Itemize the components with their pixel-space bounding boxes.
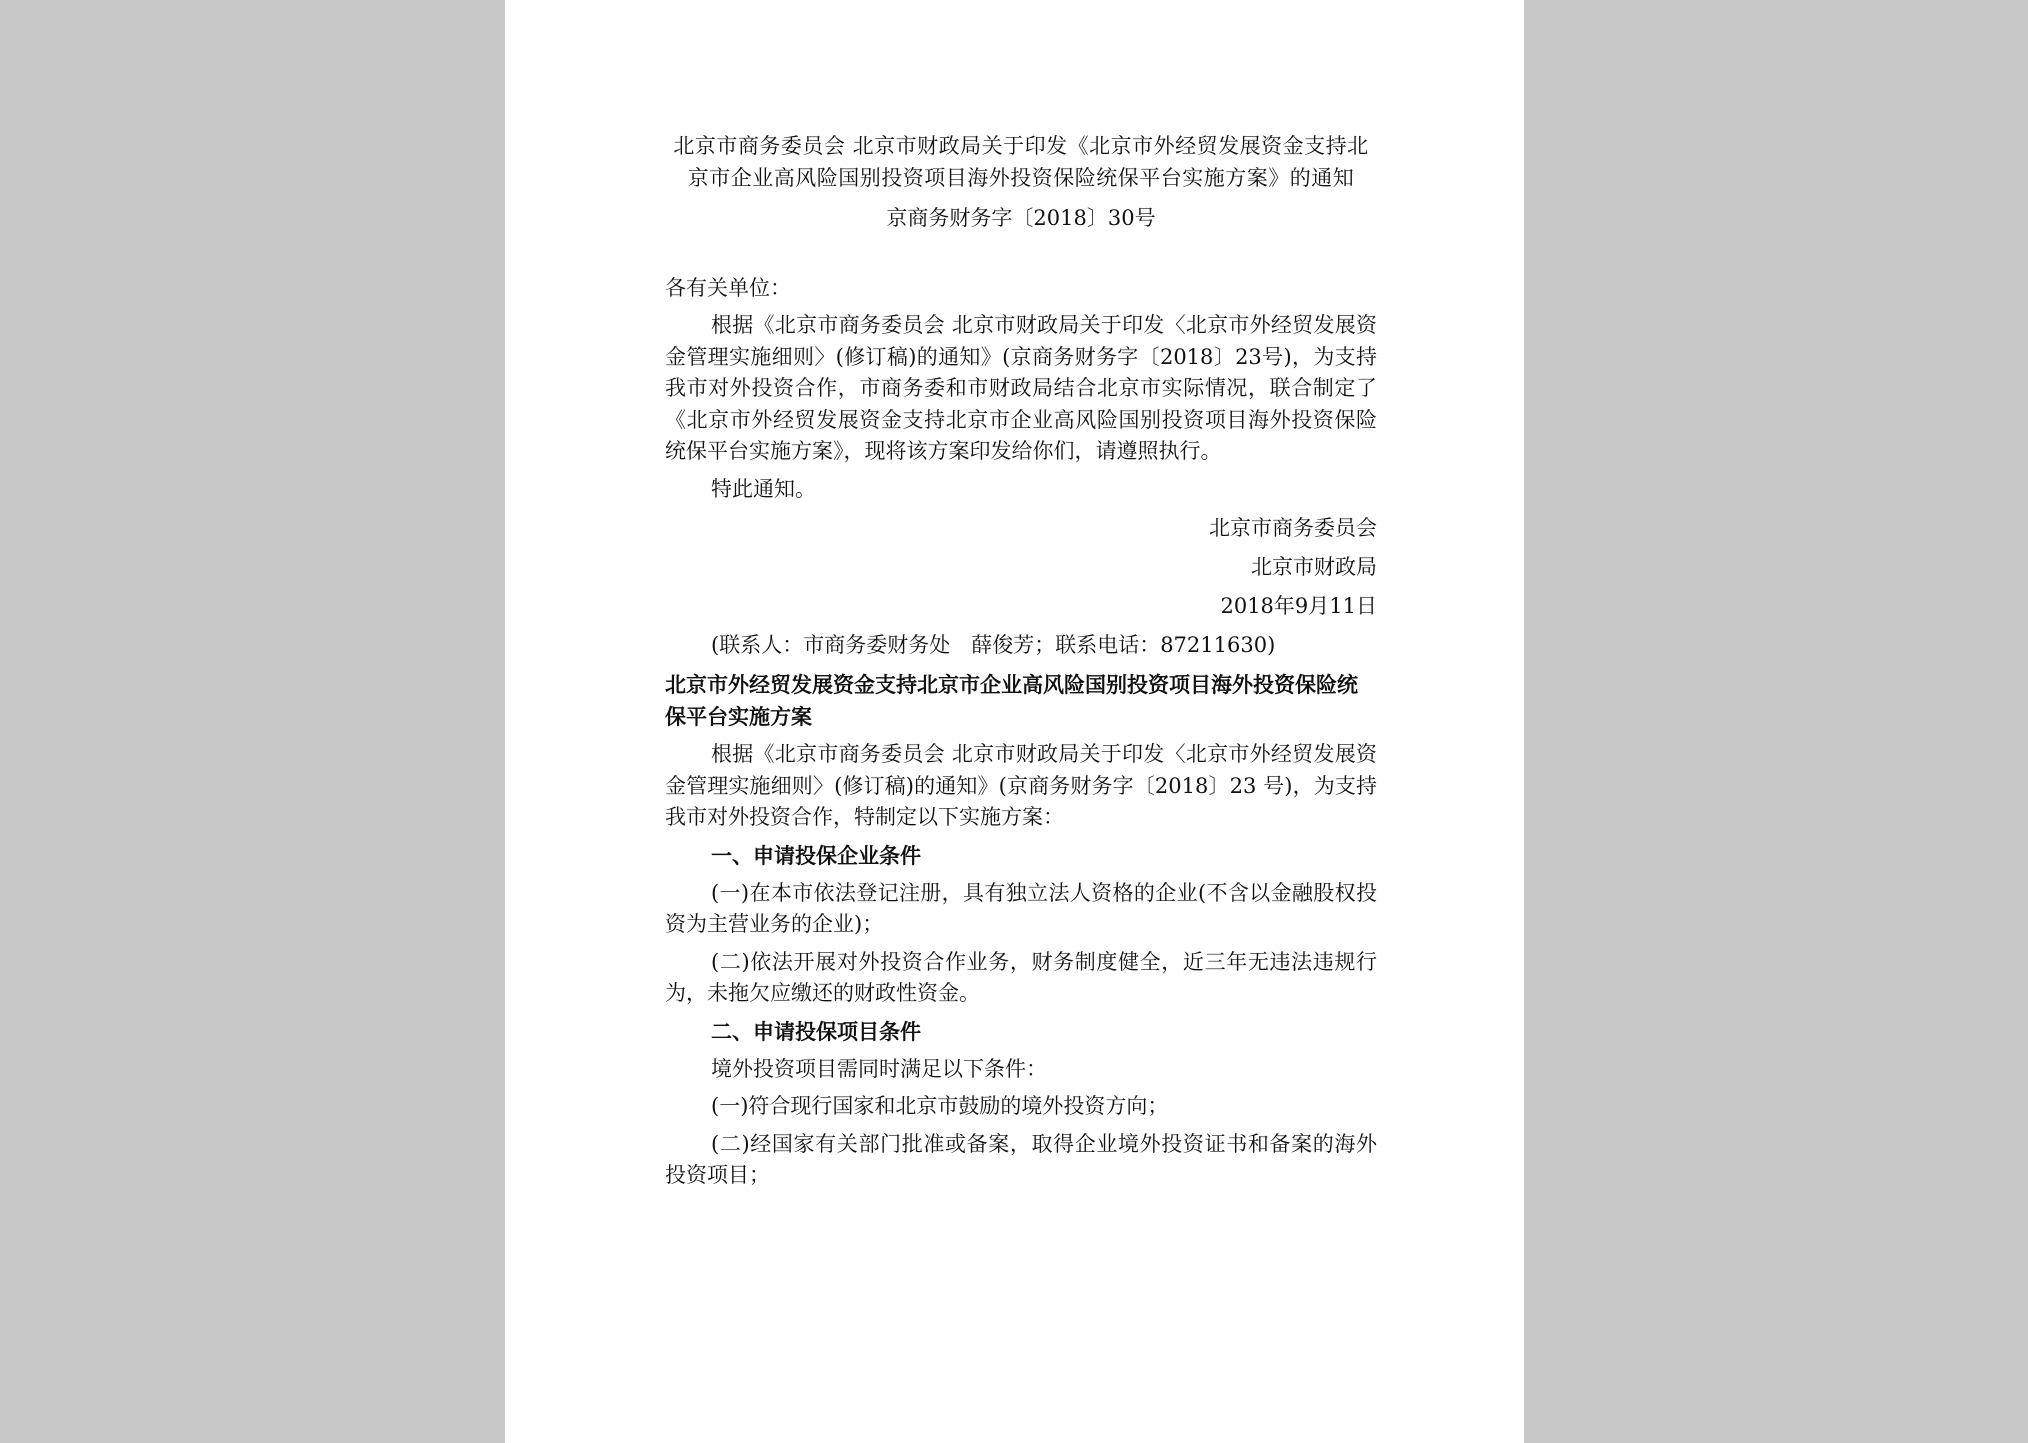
issue-date: 2018年9月11日	[1220, 594, 1377, 618]
section-2-item-2: (二)经国家有关部门批准或备案，取得企业境外投资证书和备案的海外投资项目；	[665, 1131, 1377, 1187]
document-title: 北京市商务委员会 北京市财政局关于印发《北京市外经贸发展资金支持北京市企业高风险国别投资项目海外投资保险统保平台实施方案》的通知	[673, 134, 1369, 190]
section-2-intro: 境外投资项目需同时满足以下条件：	[711, 1056, 1047, 1081]
salutation: 各有关单位：	[665, 276, 791, 300]
document-page	[505, 0, 1524, 1443]
plan-title: 北京市外经贸发展资金支持北京市企业高风险国别投资项目海外投资保险统保平台实施方案	[665, 672, 1358, 729]
section-1-item-1: (一)在本市依法登记注册，具有独立法人资格的企业(不含以金融股权投资为主营业务的企业)；	[665, 880, 1377, 936]
document-number: 京商务财务字〔2018〕30号	[886, 206, 1156, 230]
section-2-heading: 二、申请投保项目条件	[711, 1018, 921, 1044]
signature-finance-bureau: 北京市财政局	[1251, 555, 1377, 579]
plan-intro: 根据《北京市商务委员会 北京市财政局关于印发〈北京市外经贸发展资金管理实施细则〉(修订稿)的通知》(京商务财务字〔2018〕23 号)，为支持我市对外投资合作，特制定以下实施方案：	[665, 742, 1377, 829]
section-2-item-1: (一)符合现行国家和北京市鼓励的境外投资方向；	[711, 1094, 1169, 1118]
section-1-item-2: (二)依法开展对外投资合作业务，财务制度健全，近三年无违法违规行为，未拖欠应缴还的财政性资金。	[665, 949, 1377, 1005]
intro-paragraph: 根据《北京市商务委员会 北京市财政局关于印发〈北京市外经贸发展资金管理实施细则〉(修订稿)的通知》(京商务财务字〔2018〕23号)，为支持我市对外投资合作，市商务委和市财政局结合北京市实际情况，联合制定了《北京市外经贸发展资金支持北京市企业高风险国别投资项目海外投资保险统保平台实施方案》，现将该方案印发给你们，请遵照执行。	[665, 313, 1377, 463]
contact-info: (联系人：市商务委财务处 薛俊芳；联系电话：87211630)	[711, 633, 1276, 657]
section-1-heading: 一、申请投保企业条件	[711, 842, 921, 868]
signature-commerce-commission: 北京市商务委员会	[1209, 516, 1377, 540]
page-content	[665, 130, 1377, 1192]
closing-text: 特此通知。	[711, 476, 816, 501]
